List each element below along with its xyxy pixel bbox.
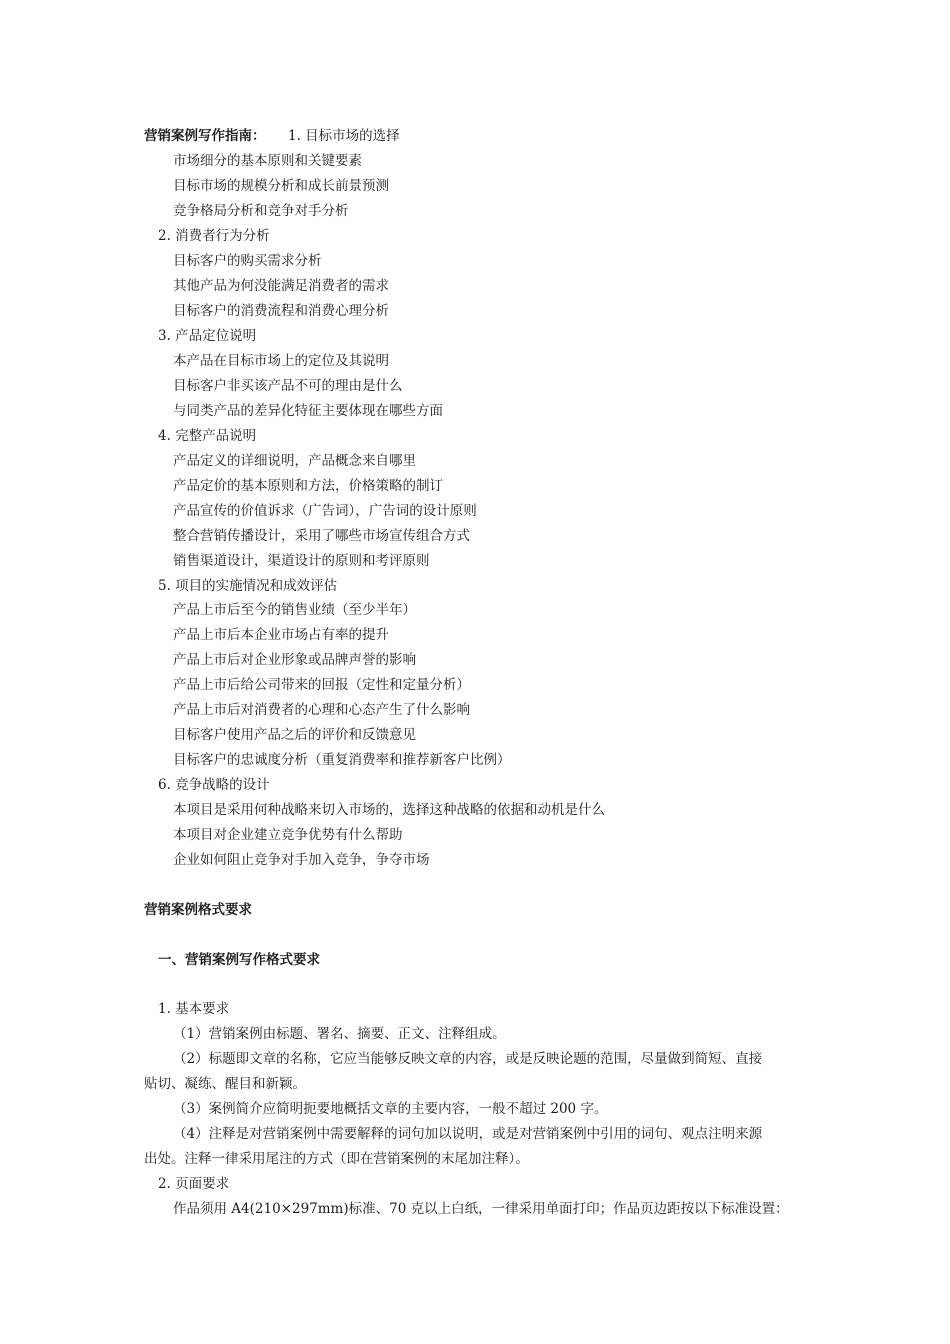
section-5-item: 产品上市后对企业形象或品牌声誉的影响 bbox=[173, 652, 416, 668]
section-3-item: 本产品在目标市场上的定位及其说明 bbox=[173, 353, 389, 369]
section-4-item: 产品定价的基本原则和方法，价格策略的制订 bbox=[173, 478, 443, 494]
page-requirements-heading: 2. 页面要求 bbox=[158, 1176, 230, 1192]
section-5-item: 产品上市后本企业市场占有率的提升 bbox=[173, 627, 389, 643]
section-4-item: 产品定义的详细说明，产品概念来自哪里 bbox=[173, 453, 416, 469]
section-2-heading: 2. 消费者行为分析 bbox=[158, 228, 270, 244]
requirement-paragraph: （2）标题即文章的名称，它应当能够反映文章的内容，或是反映论题的范围，尽量做到简短、直接 bbox=[173, 1051, 763, 1067]
section-1-heading: 1. 目标市场的选择 bbox=[288, 128, 400, 144]
section-1-item: 竞争格局分析和竞争对手分析 bbox=[173, 203, 349, 219]
section-6-item: 本项目对企业建立竞争优势有什么帮助 bbox=[173, 827, 403, 843]
guide-title: 营销案例写作指南： bbox=[144, 128, 266, 144]
section-5-heading: 5. 项目的实施情况和成效评估 bbox=[158, 578, 338, 594]
section-3-item: 与同类产品的差异化特征主要体现在哪些方面 bbox=[173, 403, 443, 419]
section-4-item: 产品宣传的价值诉求（广告词），广告词的设计原则 bbox=[173, 503, 477, 519]
section-5-item: 产品上市后给公司带来的回报（定性和定量分析） bbox=[173, 677, 470, 693]
section-2-item: 目标客户的消费流程和消费心理分析 bbox=[173, 303, 389, 319]
section-6-item: 企业如何阻止竞争对手加入竞争，争夺市场 bbox=[173, 852, 430, 868]
section-1-item: 目标市场的规模分析和成长前景预测 bbox=[173, 178, 389, 194]
requirement-paragraph: （1）营销案例由标题、署名、摘要、正文、注释组成。 bbox=[173, 1026, 506, 1042]
section-2-item: 其他产品为何没能满足消费者的需求 bbox=[173, 278, 389, 294]
section-6-heading: 6. 竞争战略的设计 bbox=[158, 777, 270, 793]
section-1-item: 市场细分的基本原则和关键要素 bbox=[173, 153, 362, 169]
section-4-item: 整合营销传播设计，采用了哪些市场宣传组合方式 bbox=[173, 528, 470, 544]
section-5-item: 产品上市后对消费者的心理和心态产生了什么影响 bbox=[173, 702, 470, 718]
section-6-item: 本项目是采用何种战略来切入市场的，选择这种战略的依据和动机是什么 bbox=[173, 802, 605, 818]
format-subtitle: 一、营销案例写作格式要求 bbox=[158, 952, 320, 968]
basic-requirements-heading: 1. 基本要求 bbox=[158, 1001, 230, 1017]
section-4-item: 销售渠道设计，渠道设计的原则和考评原则 bbox=[173, 553, 430, 569]
section-2-item: 目标客户的购买需求分析 bbox=[173, 253, 322, 269]
section-4-heading: 4. 完整产品说明 bbox=[158, 428, 257, 444]
format-title: 营销案例格式要求 bbox=[144, 902, 252, 918]
requirement-paragraph-cont: 贴切、凝练、醒目和新颖。 bbox=[144, 1076, 306, 1092]
requirement-paragraph-cont: 出处。注释一律采用尾注的方式（即在营销案例的末尾加注释）。 bbox=[144, 1151, 529, 1167]
requirement-paragraph: （4）注释是对营销案例中需要解释的词句加以说明，或是对营销案例中引用的词句、观点注明来源 bbox=[173, 1126, 763, 1142]
requirement-paragraph: （3）案例简介应简明扼要地概括文章的主要内容，一般不超过 200 字。 bbox=[173, 1101, 608, 1117]
section-5-item: 目标客户的忠诚度分析（重复消费率和推荐新客户比例） bbox=[173, 752, 511, 768]
section-5-item: 目标客户使用产品之后的评价和反馈意见 bbox=[173, 727, 416, 743]
section-3-heading: 3. 产品定位说明 bbox=[158, 328, 257, 344]
section-5-item: 产品上市后至今的销售业绩（至少半年） bbox=[173, 602, 416, 618]
requirement-paragraph: 作品须用 A4(210×297mm)标准、70 克以上白纸，一律采用单面打印；作品页边距按以下标准设置： bbox=[173, 1201, 789, 1217]
section-3-item: 目标客户非买该产品不可的理由是什么 bbox=[173, 378, 403, 394]
